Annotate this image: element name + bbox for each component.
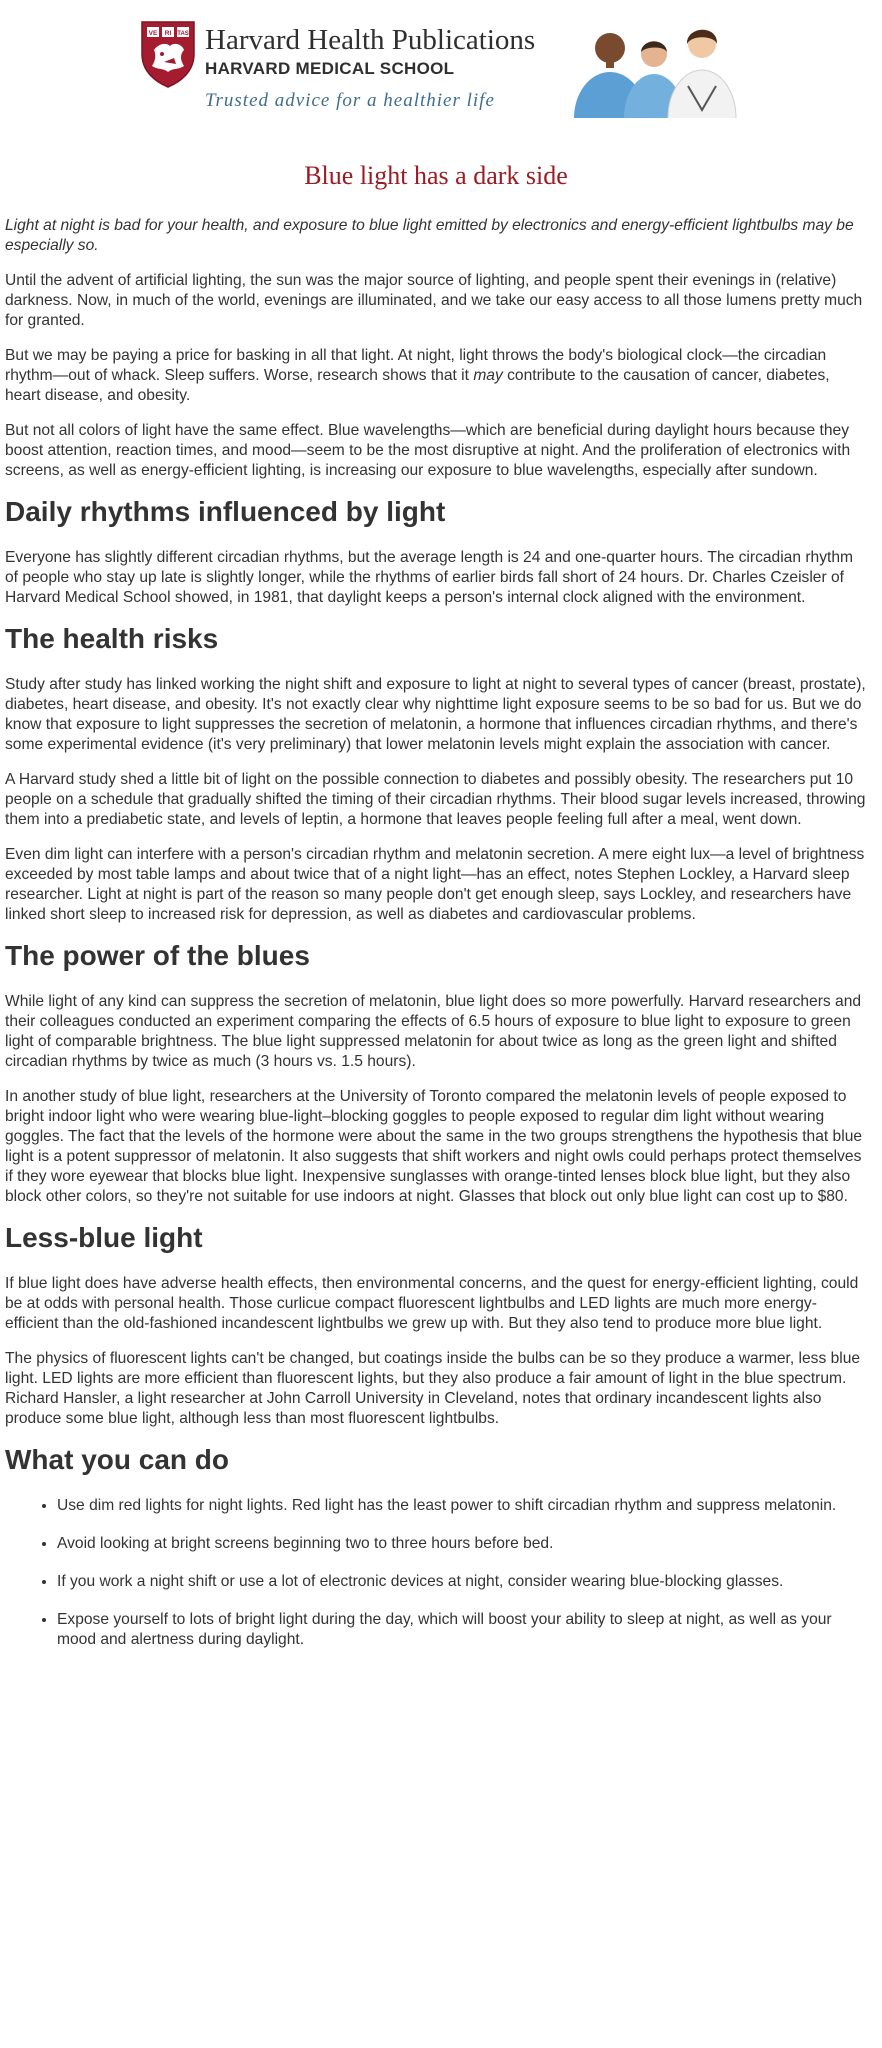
school-name: HARVARD MEDICAL SCHOOL	[205, 59, 455, 78]
paragraph: Everyone has slightly different circadian rhythms, but the average length is 24 and one-quarter hours. The circadian rhythm of people who stay up late is slightly longer, while the rhythms of earlier birds fall short of 24 hours. Dr. Charles Czeisler of Harvard Medical School showed, in 1981, that daylight keeps a person's internal clock aligned with the environment.	[5, 549, 854, 606]
paragraph: Study after study has linked working the night shift and exposure to light at night to several types of cancer (breast, prostate), diabetes, heart disease, and obesity. It's not exactly clear why nighttime light exposure seems to be so bad for us. But we do know that exposure to light suppresses the secretion of melatonin, a hormone that influences circadian rhythms, and there's some experimental evidence (it's very preliminary) that lower melatonin levels might explain the association with cancer.	[5, 676, 866, 753]
paragraph: Even dim light can interfere with a person's circadian rhythm and melatonin secretion. A mere eight lux—a level of brightness exceeded by most table lamps and about twice that of a night light—has an effect, notes Stephen Lockley, a Harvard sleep researcher. Light at night is part of the reason so many people don't get enough sleep, says Lockley, and researchers have linked short sleep to increased risk for depression, as well as diabetes and cardiovascular problems.	[5, 846, 865, 923]
paragraph: The physics of fluorescent lights can't be changed, but coatings inside the bulbs can be so they produce a warmer, less blue light. LED lights are more efficient than fluorescent lights, but they also produce a fair amount of light in the blue spectrum. Richard Hansler, a light researcher at John Carroll University in Cleveland, notes that ordinary incandescent lights also produce some blue light, although less than most fluorescent lightbulbs.	[5, 1350, 861, 1427]
shield-text-ri: RI	[164, 30, 172, 37]
paragraph: While light of any kind can suppress the secretion of melatonin, blue light does so more powerfully. Harvard researchers and their colleagues conducted an experiment comparing the effects of 6.5 hours of exposure to blue light to exposure to green light of comparable brightness. The blue light suppressed melatonin for about twice as long as the green light and shifted circadian rhythms by twice as much (3 hours vs. 1.5 hours).	[5, 993, 862, 1070]
section-heading-daily-rhythms: Daily rhythms influenced by light	[5, 496, 446, 527]
paragraph-text: But we may be paying a price for basking in all that light. At night, light throws the body's biological clock—the circadian rhythm—out of whack. Sleep suffers. Worse, research shows that it	[5, 347, 827, 384]
tagline: Trusted advice for a healthier life	[205, 90, 495, 111]
paragraph-text: contribute to the causation of cancer, diabetes, heart disease, and obesity.	[5, 367, 830, 404]
site-header	[0, 0, 882, 128]
paragraph: If blue light does have adverse health effects, then environmental concerns, and the quest for energy-efficient lighting, could be at odds with personal health. Those curlicue compact fluorescent lightbulbs and LED lights are much more energy-efficient than the old-fashioned incandescent lightbulbs we grew up with. But they also tend to produce more blue light.	[5, 1275, 859, 1332]
shield-text-tas: TAS	[177, 31, 189, 37]
section-heading-what-you-can-do: What you can do	[5, 1444, 229, 1475]
paragraph	[5, 346, 867, 406]
harvard-shield-logo	[140, 20, 196, 88]
shield-text-ve: VE	[148, 30, 158, 37]
list-item: • If you work a night shift or use a lot of electronic devices at night, consider wearing blue-blocking glasses.	[57, 1572, 867, 1592]
paragraph: A Harvard study shed a little bit of light on the possible connection to diabetes and possibly obesity. The researchers put 10 people on a schedule that gradually shifted the timing of their circadian rhythms. Their blood sugar levels increased, throwing them into a prediabetic state, and levels of leptin, a hormone that leaves people feeling full after a meal, went down.	[5, 771, 866, 828]
article-intro: Light at night is bad for your health, and exposure to blue light emitted by electronics and energy-efficient lightbulbs may be especially so.	[5, 217, 854, 254]
section-heading-power-of-blues: The power of the blues	[5, 940, 310, 971]
publication-name: Harvard Health Publications	[205, 24, 536, 56]
paragraph: But not all colors of light have the same effect. Blue wavelengths—which are beneficial during daylight hours because they boost attention, reaction times, and mood—seem to be the most disruptive at night. And the proliferation of electronics with screens, as well as energy-efficient lighting, is increasing our exposure to blue wavelengths, especially after sundown.	[5, 422, 851, 479]
section-heading-less-blue-light: Less-blue light	[5, 1222, 203, 1253]
list-item: • Expose yourself to lots of bright light during the day, which will boost your ability to sleep at night, as well as your mood and alertness during daylight.	[57, 1610, 867, 1650]
paragraph: Until the advent of artificial lighting, the sun was the major source of lighting, and people spent their evenings in (relative) darkness. Now, in much of the world, evenings are illuminated, and we take our easy access to all those lumens pretty much for granted.	[5, 272, 863, 329]
list-item: • Avoid looking at bright screens beginning two to three hours before bed.	[57, 1534, 867, 1554]
paragraph: In another study of blue light, researchers at the University of Toronto compared the melatonin levels of people exposed to bright indoor light who were wearing blue-light–blocking goggles to people exposed to regular dim light without wearing goggles. The fact that the levels of the hormone were about the same in the two groups strengthens the hypothesis that blue light is a potent suppressor of melatonin. It also suggests that shift workers and night owls could perhaps protect themselves if they wore eyewear that blocks blue light. Inexpensive sunglasses with orange-tinted lenses block blue light, but they also block other colors, so they're not suitable for use indoors at night. Glasses that block out only blue light can cost up to $80.	[5, 1088, 863, 1205]
article	[5, 150, 867, 1668]
section-heading-health-risks: The health risks	[5, 623, 219, 654]
article-title: Blue light has a dark side	[304, 161, 568, 190]
emphasis-may: may	[473, 367, 503, 384]
tips-list	[5, 1496, 867, 1650]
list-item: • Use dim red lights for night lights. Red light has the least power to shift circadian rhythm and suppress melatonin.	[57, 1496, 867, 1516]
doctors-photo	[570, 14, 740, 118]
